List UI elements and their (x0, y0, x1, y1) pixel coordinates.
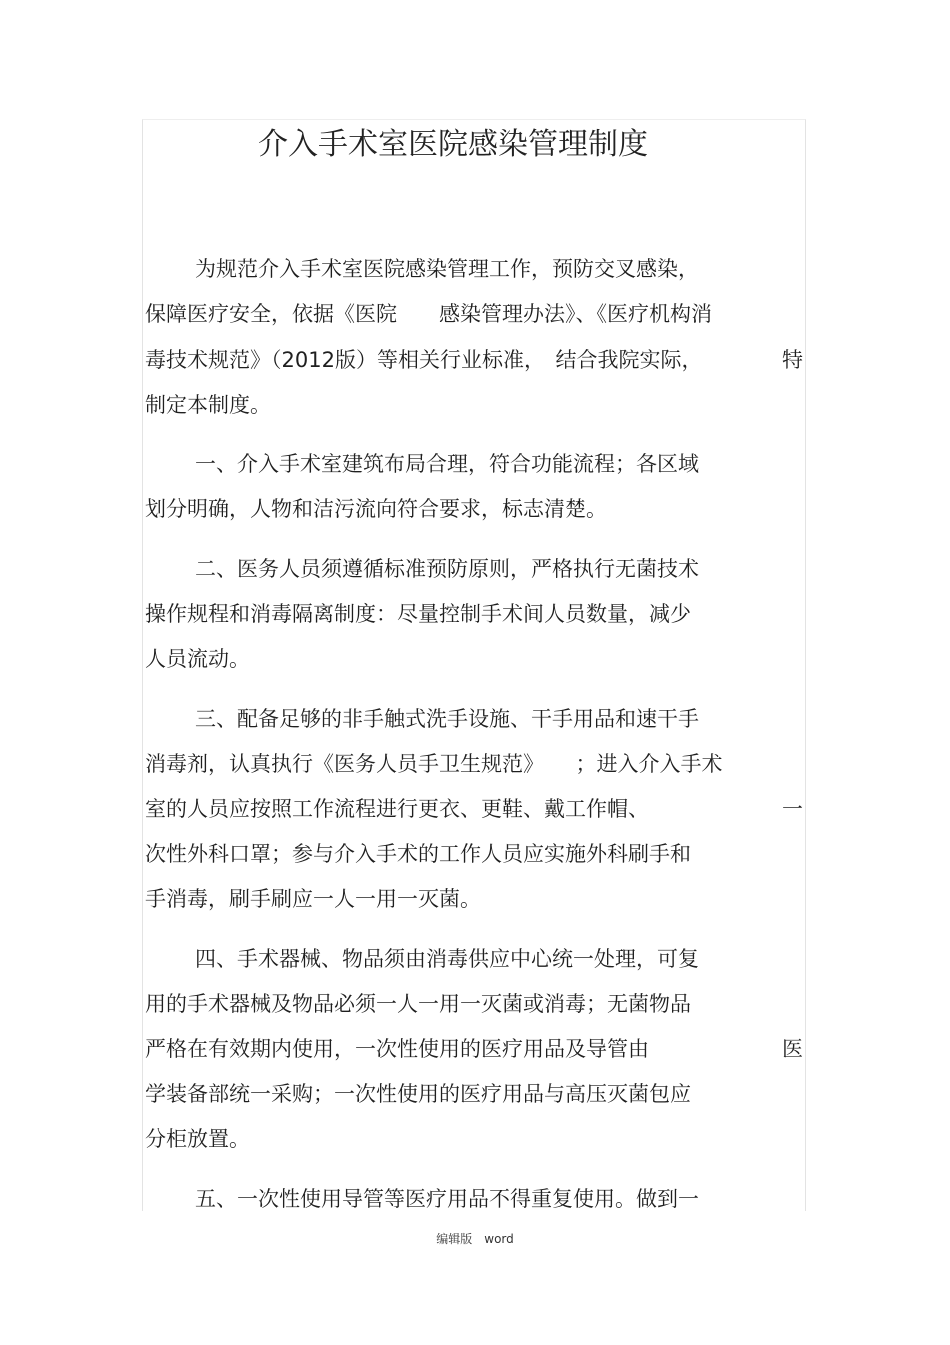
body-line-17 (145, 1034, 803, 1064)
body-line-6: 划分明确，人物和洁污流向符合要求，标志清楚。 (145, 497, 607, 521)
body-line-9: 人员流动。 (145, 647, 250, 671)
document-title: 介入手术室医院感染管理制度 (258, 127, 648, 162)
body-line-4: 制定本制度。 (145, 393, 271, 417)
body-line-3-tail: 特 (782, 348, 803, 372)
body-line-17-text: 严格在有效期内使用，一次性使用的医疗用品及导管由 (145, 1037, 649, 1061)
body-line-7: 二、医务人员须遵循标准预防原则，严格执行无菌技术 (195, 557, 699, 581)
body-line-12 (145, 794, 803, 824)
body-line-20: 五、一次性使用导管等医疗用品不得重复使用。做到一 (195, 1187, 699, 1211)
body-line-3-text: 毒技术规范》（2012版）等相关行业标准， 结合我院实际， (145, 348, 703, 372)
body-line-5: 一、介入手术室建筑布局合理，符合功能流程；各区域 (195, 452, 699, 476)
body-line-17-tail: 医 (782, 1037, 803, 1061)
body-line-1: 为规范介入手术室医院感染管理工作，预防交叉感染， (195, 257, 699, 281)
body-line-13: 次性外科口罩；参与介入手术的工作人员应实施外科刷手和 (145, 842, 691, 866)
page-footer: 编辑版 word (436, 1232, 514, 1246)
body-line-18: 学装备部统一采购；一次性使用的医疗用品与高压灭菌包应 (145, 1082, 691, 1106)
body-line-2: 保障医疗安全，依据《医院 感染管理办法》、《医疗机构消 (145, 302, 712, 326)
body-line-15: 四、手术器械、物品须由消毒供应中心统一处理，可复 (195, 947, 699, 971)
body-line-12-tail: 一 (782, 797, 803, 821)
body-line-8: 操作规程和消毒隔离制度：尽量控制手术间人员数量，减少 (145, 602, 691, 626)
body-line-16: 用的手术器械及物品必须一人一用一灭菌或消毒；无菌物品 (145, 992, 691, 1016)
body-line-3 (145, 345, 803, 375)
body-line-19: 分柜放置。 (145, 1127, 250, 1151)
body-line-10: 三、配备足够的非手触式洗手设施、干手用品和速干手 (195, 707, 699, 731)
body-line-11: 消毒剂，认真执行《医务人员手卫生规范》 ；进入介入手术 (145, 752, 723, 776)
body-line-12-text: 室的人员应按照工作流程进行更衣、更鞋、戴工作帽、 (145, 797, 649, 821)
page-frame (142, 119, 806, 1211)
body-line-14: 手消毒，刷手刷应一人一用一灭菌。 (145, 887, 481, 911)
